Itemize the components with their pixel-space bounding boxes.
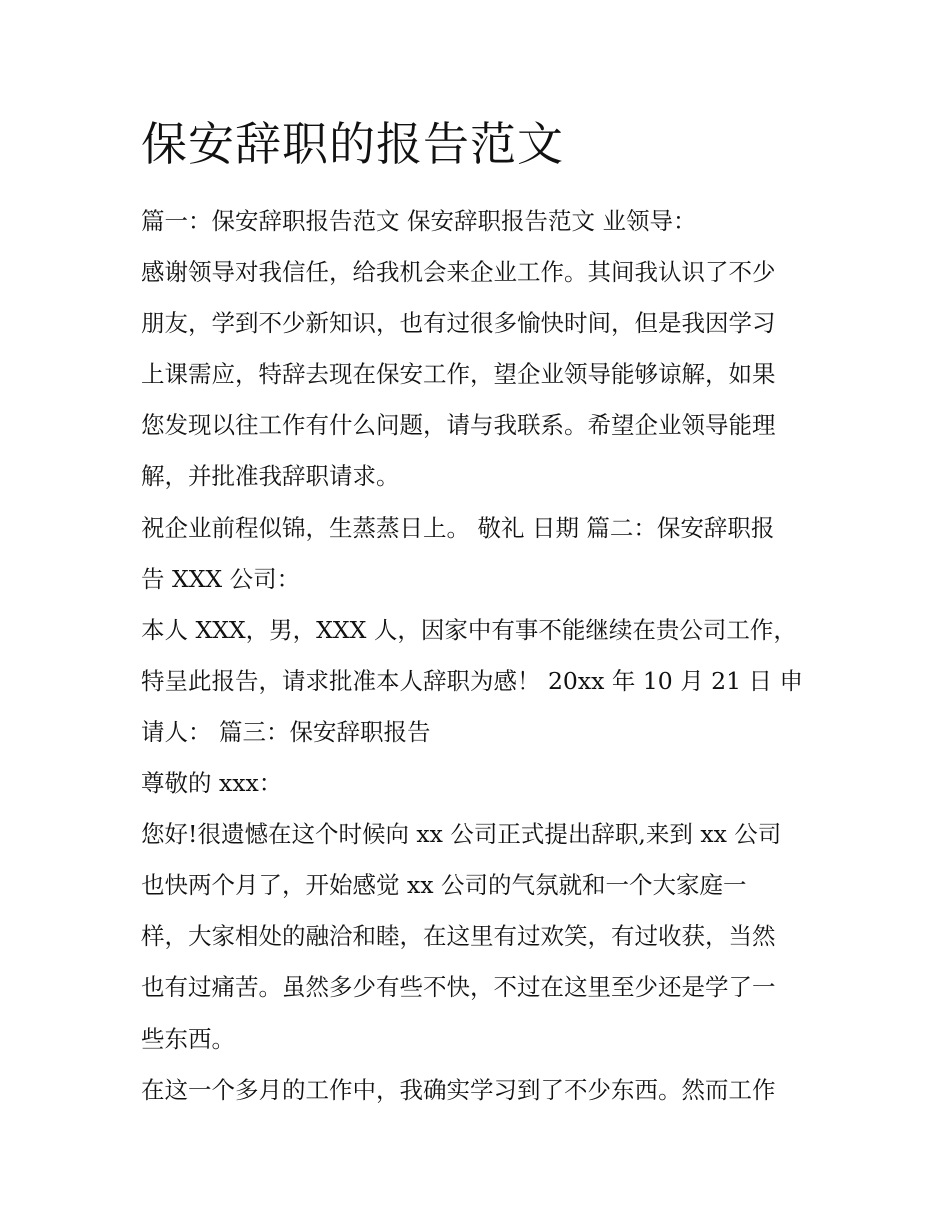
text-line: 样，大家相处的融洽和睦，在这里有过欢笑，有过收获，当然 — [141, 922, 776, 951]
text-line: 也快两个月了，开始感觉 xx 公司的气氛就和一个大家庭一 — [141, 871, 747, 900]
text-line: 在这一个多月的工作中，我确实学习到了不少东西。然而工作 — [141, 1075, 776, 1104]
text-line: 本人 XXX，男，XXX 人，因家中有事不能继续在贵公司工作， — [141, 615, 797, 644]
text-line: 祝企业前程似锦，生蒸蒸日上。 敬礼 日期 篇二：保安辞职报 — [141, 513, 775, 542]
text-line: 特呈此报告，请求批准本人辞职为感！ 20xx 年 10 月 21 日 申 — [141, 666, 804, 695]
text-line: 请人： 篇三：保安辞职报告 — [141, 717, 431, 746]
text-line: 您发现以往工作有什么问题，请与我联系。希望企业领导能理 — [141, 411, 776, 440]
text-line: 些东西。 — [141, 1024, 235, 1053]
text-line: 上课需应，特辞去现在保安工作，望企业领导能够谅解，如果 — [141, 360, 776, 389]
text-line: 也有过痛苦。虽然多少有些不快，不过在这里至少还是学了一 — [141, 973, 776, 1002]
text-line: 解，并批准我辞职请求。 — [141, 462, 400, 491]
text-line: 篇一：保安辞职报告范文 保安辞职报告范文 业领导： — [141, 207, 697, 235]
text-line: 感谢领导对我信任，给我机会来企业工作。其间我认识了不少 — [141, 258, 776, 287]
document-title: 保安辞职的报告范文 — [141, 117, 564, 171]
text-line: 尊敬的 xxx： — [141, 769, 283, 798]
text-line: 告 XXX 公司： — [141, 564, 301, 593]
document-body — [141, 196, 841, 1116]
text-line: 朋友，学到不少新知识，也有过很多愉快时间，但是我因学习 — [141, 309, 776, 338]
text-line: 您好!很遗憾在这个时候向 xx 公司正式提出辞职,来到 xx 公司 — [141, 820, 782, 849]
